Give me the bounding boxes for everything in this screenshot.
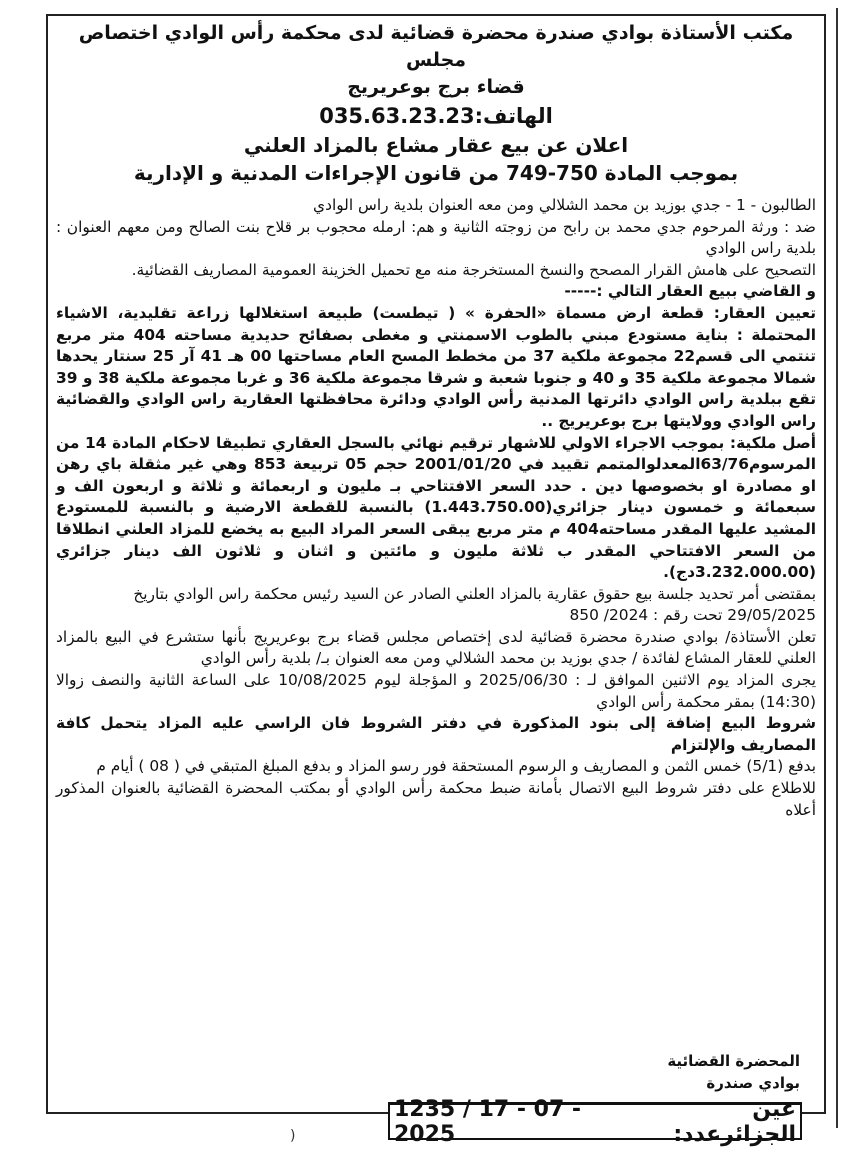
auction-notice-paragraph: تعلن الأستاذة/ بوادي صندرة محضرة قضائية لدى إختصاص مجلس قضاء برج بوعريريج بأنها ستشرع في البيع بالمزاد العلني للعقار المشاع لفائدة / جدي بوزيد بن محمد الشلالي ومن معه العنوان بـ/ بلدية رأس الوادي — [56, 627, 816, 668]
scan-mark: ) — [290, 1128, 296, 1144]
signature-block — [600, 1050, 800, 1094]
header-office-line: مكتب الأستاذة بوادي صندرة محضرة قضائية لدى محكمة رأس الوادي اختصاص مجلس — [78, 22, 794, 71]
order-date-number: 29/05/2025 تحت رقم : 2024/ 850 — [569, 606, 816, 625]
announcement-subtitle: بموجب المادة 750-749 من قانون الإجراءات المدنية و الإدارية — [133, 161, 739, 185]
sale-conditions-paragraph: شروط البيع إضافة إلى بنود المذكورة في دفتر الشروط فان الراسي عليه المزاد يتحمل كافة المصاريف والإلتزام — [56, 714, 816, 754]
announcement-body — [56, 195, 816, 821]
announcement-title: اعلان عن بيع عقار مشاع بالمزاد العلني — [243, 133, 629, 157]
header-jurisdiction-line: قضاء برج بوعريريج — [347, 76, 525, 98]
signature-name: بوادي صندرة — [706, 1074, 800, 1092]
payment-terms-paragraph: بدفع (5/1) خمس الثمن و المصاريف و الرسوم المستحقة فور رسو المزاد و بدفع المبلغ المتبقي في ( 08 ) أيام م — [96, 757, 816, 776]
publication-reference — [388, 1096, 802, 1147]
plaintiffs-paragraph: الطالبون - 1 - جدي بوزيد بن محمد الشلالي ومن معه العنوان بلدية راس الوادي — [313, 196, 816, 214]
defendants-paragraph: ضد : ورثة المرحوم جدي محمد بن رابح من زوجته الثانية و هم: ارمله محجوب بر قلاح بنت الصالح ومن معهم العنوان : بلدية راس الوادي — [56, 217, 816, 258]
ownership-origin-paragraph: أصل ملكية: بموجب الاجراء الاولي للاشهار ترقيم نهائي بالسجل العقاري تطبيقا لاحكام المادة 14 من المرسوم63/76المعدلوالمتمم تقييد في 2001/01/20 حجم 05 تربيعة 853 وهي غير مثقلة باي رهن او مصادرة او بخصوصها دين . حدد السعر الافتتاحي بـ مليون و اربعمائة و ثلاثة و اربعون الف و سبعمائة و خمسون دينار جزائري(1.443.750.00) بالنسبة للقطعة الارضية و بالنسبة للمستودع المشيد عليها المقدر مساحته404 م متر مربع يبقى السعر المراد البيع به يخضع للمزاد العلني انطلاقا من السعر الافتتاحي المقدر ب ثلاثة مليون و مائتين و اثنان و ثلاثون الف دينار جزائري (3.232.000.00دج). — [56, 433, 816, 582]
property-description-paragraph: تعيين العقار: قطعة ارض مسماة «الحفرة » ( تيطست) طبيعة استغلالها زراعة تقليدية، الاشياء المحتملة : بناية مستودع مبني بالطوب الاسمنتي و مغطى بصفائح حديدية مساحته 404 متر مربع تنتمي الى قسم22 مجموعة ملكية 37 من مخطط المسح العام مساحتها 00 هـ 41 آر 25 سنتار يحدها شمالا مجموعة ملكية 35 و 40 و جنوبا شعبة و شرقا مجموعة ملكية 36 و غربا مجموعة ملكية 38 و 39 تقع ببلدية راس الوادي دائرتها المدنية رأس الوادي ودائرة محافظتها العقارية راس الوادي والقضائية راس الوادي وولايتها برج بوعريريج .. — [56, 303, 817, 430]
correction-paragraph: التصحيح على هامش القرار المصحح والنسخ المستخرجة منه مع تحميل الخزينة العمومية المصاريف القضائية. — [131, 260, 816, 279]
page-edge-line — [836, 8, 838, 1128]
order-paragraph: بمقتضى أمر تحديد جلسة بيع حقوق عقارية بالمزاد العلني الصادر عن السيد رئيس محكمة راس الوادي بتاريخ — [133, 584, 816, 603]
signature-title: المحضرة القضائية — [667, 1052, 800, 1070]
publication-number: 1235 / 17 - 07 - 2025 — [394, 1096, 582, 1147]
ruling-paragraph: و القاضي ببيع العقار التالي :----- — [564, 282, 816, 301]
header-phone: الهاتف:035.63.23.23 — [319, 104, 553, 128]
header — [56, 20, 816, 187]
auction-date-paragraph: يجرى المزاد يوم الاثنين الموافق لـ : 2025/06/30 و المؤجلة ليوم 10/08/2025 على الساعة الثانية والنصف زوالا (14:30) بمقر محكمة رأس الوادي — [56, 671, 816, 711]
publication-label: عين الجزائرعدد: — [673, 1096, 796, 1147]
announcement-content — [56, 20, 816, 821]
inspection-paragraph: للاطلاع على دفتر شروط البيع الاتصال بأمانة ضبط محكمة رأس الوادي أو بمكتب المحضرة القضائية بالعنوان المذكور أعلاه — [56, 779, 816, 819]
